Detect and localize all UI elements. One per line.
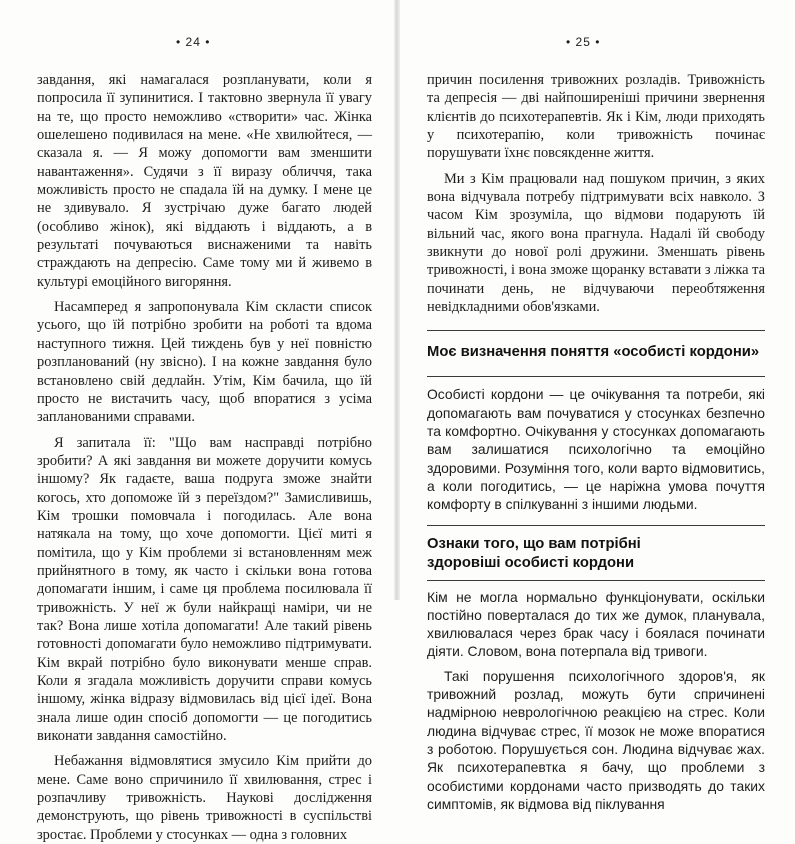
left-page <box>0 0 397 843</box>
paragraph: Особисті кордони — це очікування та потреби, які допомагають вам почуватися у стосунках безпечно та комфортно. Очікування у стосунках допомагають вам залишатися психологічно та емоційно здоровими. Розуміння того, коли варто відмовитись, а коли погодитись, — це наріжна умова почуття комфорту в спілкуванні з іншими людьми. <box>427 386 765 513</box>
right-page <box>398 0 795 812</box>
heading-line: Ознаки того, що вам потрібні <box>427 535 641 552</box>
paragraph: Я запитала її: "Що вам насправді потрібно зробити? А які завдання ви можете доручити комусь іншому? Як гадаєте, ваша подруга зможе знайти когось, хто допоможе їй з переїздом?" Замисливишь, Кім трошки помовчала і погодилась. Але вона натякала на тому, що хоче допомогти. Цієї миті я помітила, що у Кім проблеми зі встановленням меж прийнятного в тому, як часто і скільки вона готова допомагати іншим, і саме ця проблема посилювала її тривожність. У неї ж були найкращі наміри, чи не так? Вона лише хотіла допомагати! Але такий рівень готовності допомагати було неможливо підтримувати. Кім вкрай потрібно було виконувати менше справ. Коли я згадала можливість доручити справи комусь іншому, жінка відразу відмовилась від цієї ідеї. Вона знала лише один спосіб допомогти — це погодитись виконати завдання самостійно. <box>37 434 372 745</box>
left-page-body <box>37 71 372 844</box>
page-number: • 25 • <box>566 35 601 49</box>
section-signs <box>427 525 765 814</box>
right-page-body <box>427 71 765 813</box>
section-definition <box>427 330 765 513</box>
paragraph: Такі порушення психологічного здоров'я, як тривожний розлад, можуть бути спричинені надмірною неврологічною реакцією на стрес. Коли людина відчуває стрес, її мозок не може впоратися з роботою. Порушується сон. Людина відчуває жах. Як психотерапевтка я бачу, що проблеми з особистими кордонами часто призводять до таких симптомів, як відмова від піклування <box>427 667 765 812</box>
paragraph: завдання, які намагалася розпланувати, коли я попросила її зупинитися. І тактовно звернула її увагу на те, що просто неможливо «створити» час. Жінка ошелешено подивилася на мене. «Не хвилюйтеся, — сказала я. — Я можу допомогти вам зменшити навантаження». Судячи з її виразу обличчя, така можливість просто не спадала їй на думку. І мене це не здивувало. Я зустрічаю дуже багато людей (особливо жінок), які віддають і віддають, а в результаті почуваються виснаженими та навіть страждають на депресію. Саме тому ми й живемо в культурі емоційного вигоряння. <box>37 72 372 290</box>
section-heading: Моє визначення поняття «особисті кордони» <box>427 344 760 361</box>
section-heading <box>427 535 765 573</box>
paragraph: Насамперед я запропонувала Кім скласти список усього, що їй потрібно зробити на роботі та вдома наступного тижня. Цей тиждень був у неї повністю розпланований (ну звісно). І на кожне завдання було встановлено свій дедлайн. Утім, Кім бачила, що їй просто не вистачить часу, щоб впоратися з усіма запланованими справами. <box>37 299 372 426</box>
paragraph: Небажання відмовлятися змусило Кім прийти до мене. Саме воно спричинило її хвилювання, стрес і розпачливу тривожність. Наукові дослідження демонструють, що рівень тривожності в суспільстві зростає. Проблеми у стосунках — одна з головних <box>37 753 372 843</box>
page-number: • 24 • <box>176 35 211 49</box>
section-body <box>427 376 765 513</box>
paragraph: причин посилення тривожних розладів. Тривожність та депресія — дві найпоширеніші причини звернення клієнтів до психотерапевтів. Як і Кім, люди приходять у психотерапію, коли тривожність починає порушувати їхнє повсякденне життя. <box>427 72 765 162</box>
section-body <box>427 580 765 814</box>
heading-line: здоровіші особисті кордони <box>427 554 635 571</box>
paragraph: Кім не могла нормально функціонувати, оскільки постійно поверталася до тих же думок, планувала, хвилювалася через брак часу і боялася починати діяти. Словом, вона потерпала від тривоги. <box>427 588 765 660</box>
paragraph: Ми з Кім працювали над пошуком причин, з яких вона відчувала потребу підтримувати всіх навколо. З часом Кім зрозуміла, що відмови подарують їй вільний час, якого вона прагнула. Надалі їй свободу звикнути до нової ролі дружини. Зменшать рівень тривожності, і вона зможе щоранку вставати з ліжка та починати день, не відчуваючи переобтяження невідкладними обов'язками. <box>427 170 765 316</box>
